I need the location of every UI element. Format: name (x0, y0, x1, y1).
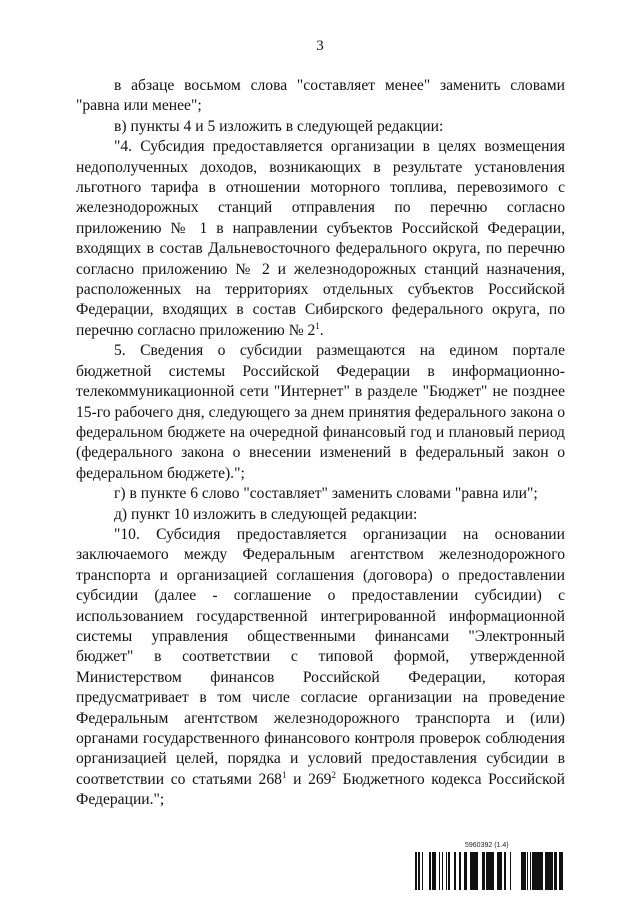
barcode-image (415, 852, 565, 890)
paragraph-text: г) в пункте 6 слово "составляет" заменить словами "равна или"; (114, 485, 538, 503)
paragraph-text: в) пункты 4 и 5 изложить в следующей редакции: (114, 117, 444, 135)
paragraph-text-end: . (319, 321, 324, 339)
superscript: 1 (281, 769, 287, 780)
document-body (76, 76, 565, 811)
paragraph (76, 137, 565, 341)
paragraph (76, 505, 565, 525)
superscript: 1 (315, 320, 320, 331)
page-number: 3 (316, 38, 324, 54)
paragraph-text: "4. Субсидия предоставляется организации в целях возмещения недополученных доходов, возникающих в результате установления льготного тарифа в отношении моторного топлива, перевозимого с железнодорожных станций отправления по перечню согласно приложению № 1 в направлении субъектов Российской Федерации, входящих в состав Дальневосточного федерального округа, по перечню согласно приложению № 2 и железнодорожных станций назначения, расположенных на территориях отдельных субъектов Российской Федерации, входящих в состав Сибирского федерального округа, по перечню согласно приложению № 2 (76, 138, 565, 339)
paragraph (76, 76, 565, 117)
paragraph (76, 525, 565, 811)
paragraph-text: "10. Субсидия предоставляется организации на основании заключаемого между Федеральным агентством железнодорожного транспорта и организацией соглашения (договора) о предоставлении субсидии (далее - соглашение о предоставлении субсидии) с использованием государственной интегрированной информационной системы управления общественными финансами "Электронный бюджет" в соответствии с типовой формой, утвержденной Министерством финансов Российской Федерации, которая предусматривает в том числе согласие организации на проведение Федеральным агентством железнодорожного транспорта и (или) органами государственного финансового контроля проверок соблюдения организацией целей, порядка и условий предоставления субсидии в соответствии со статьями 268 (76, 525, 565, 788)
paragraph-text-end: Бюджетного кодекса Российской Федерации."; (76, 770, 565, 809)
paragraph-text: 5. Сведения о субсидии размещаются на едином портале бюджетной системы Российской Федерации в информационно-телекоммуникационной сети "Интернет" в разделе "Бюджет" не позднее 15-го рабочего дня, следующего за днем принятия федерального закона о федеральном бюджете на очередной финансовый год и плановый период (федерального закона о внесении изменений в федеральный закон о федеральном бюджете)."; (76, 342, 565, 482)
barcode-label: 5960392 (1.4) (465, 842, 509, 849)
barcode-block (415, 842, 565, 892)
paragraph-text: д) пункт 10 изложить в следующей редакции: (114, 505, 418, 523)
paragraph (76, 484, 565, 504)
paragraph (76, 341, 565, 484)
paragraph-text: в абзаце восьмом слова "составляет менее" заменить словами "равна или менее"; (76, 77, 565, 115)
paragraph (76, 117, 565, 137)
superscript: 2 (331, 769, 336, 780)
paragraph-text-mid: и 269 (286, 770, 332, 788)
